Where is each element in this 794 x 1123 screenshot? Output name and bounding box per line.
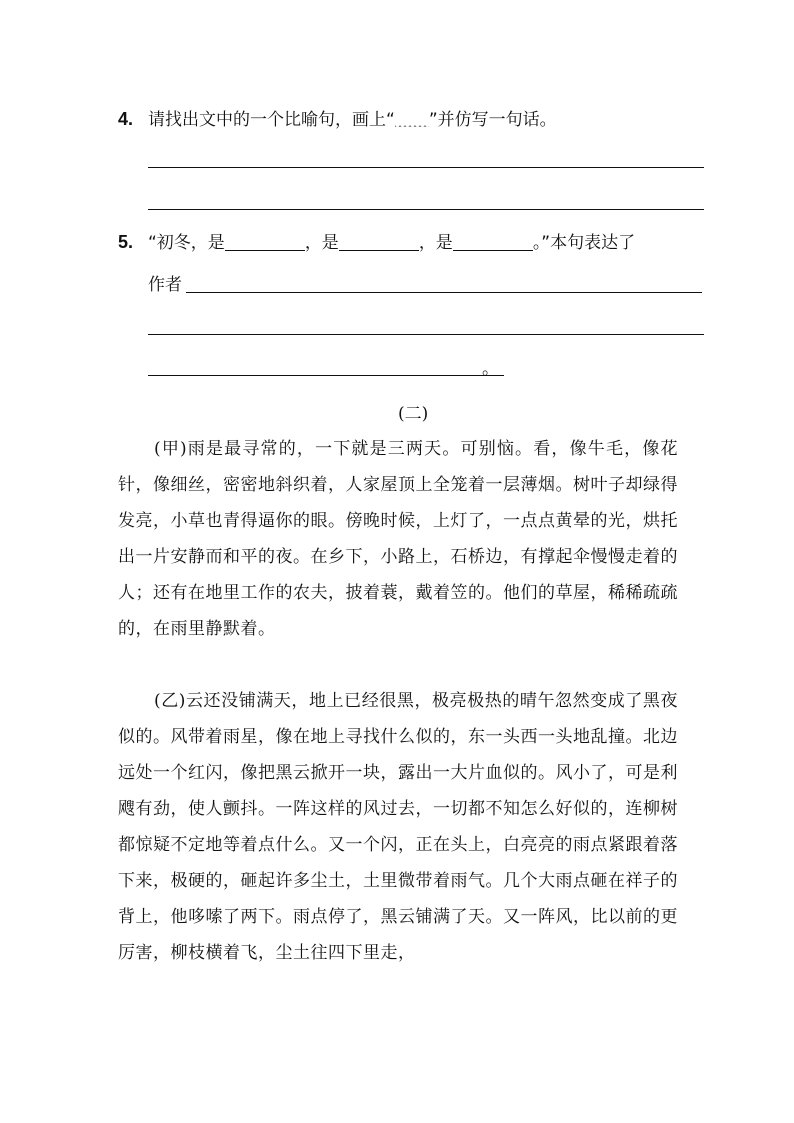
- question-5-line2-prefix: 作者: [148, 275, 182, 295]
- question-4: [118, 107, 557, 132]
- fill-blank-3[interactable]: [453, 232, 533, 251]
- section-title: (二): [398, 404, 429, 424]
- fill-blank-2[interactable]: [339, 232, 419, 251]
- answer-line-q5-3[interactable]: [148, 375, 504, 376]
- question-4-number: 4.: [118, 109, 134, 129]
- answer-line-q4-2[interactable]: [148, 209, 704, 210]
- question-5-open: “初冬，是: [148, 233, 225, 253]
- question-5-sep-1: ，是: [304, 233, 339, 253]
- wavy-underline-sample: [395, 113, 429, 127]
- answer-end-period: 。: [482, 359, 499, 379]
- question-5-sep-2: ，是: [418, 233, 453, 253]
- passage-yi: (乙)云还没铺满天，地上已经很黑，极亮极热的晴午忽然变成了黑夜似的。风带着雨星，像在地上寻找什么似的，东一头西一头地乱撞。北边远处一个红闪，像把黑云掀开一块，露出一大片血似的。风小了，可是利飕有劲，使人颤抖。一阵这样的风过去，一切都不知怎么好似的，连柳树都惊疑不定地等着点什么。又一个闪，正在头上，白亮亮的雨点紧跟着落下来，极硬的，砸起许多尘土，土里微带着雨气。几个大雨点砸在祥子的背上，他哆嗦了两下。雨点停了，黑云铺满了天。又一阵风，比以前的更厉害，柳枝横着飞，尘土往四下里走，: [118, 691, 678, 963]
- passage-jia: (甲)雨是最寻常的，一下就是三两天。可别恼。看，像牛毛，像花针，像细丝，密密地斜织着，人家屋顶上全笼着一层薄烟。树叶子却绿得发亮，小草也青得逼你的眼。傍晚时候，上灯了，一点点黄晕的光，烘托出一片安静而和平的夜。在乡下，小路上，石桥边，有撑起伞慢慢走着的人；还有在地里工作的农夫，披着蓑，戴着笠的。他们的草屋，稀稀疏疏的，在雨里静默着。: [118, 439, 678, 639]
- answer-line-q4-1[interactable]: [148, 167, 704, 168]
- question-5: [118, 230, 635, 255]
- question-4-text-before: 请找出文中的一个比喻句，画上“: [148, 110, 395, 130]
- answer-line-q5-1[interactable]: [186, 292, 702, 293]
- question-5-number: 5.: [118, 232, 134, 252]
- fill-blank-1[interactable]: [225, 232, 305, 251]
- question-4-text-after: ”并仿写一句话。: [428, 110, 557, 130]
- answer-line-q5-2[interactable]: [148, 334, 704, 335]
- question-5-close: 。”本句表达了: [532, 233, 636, 253]
